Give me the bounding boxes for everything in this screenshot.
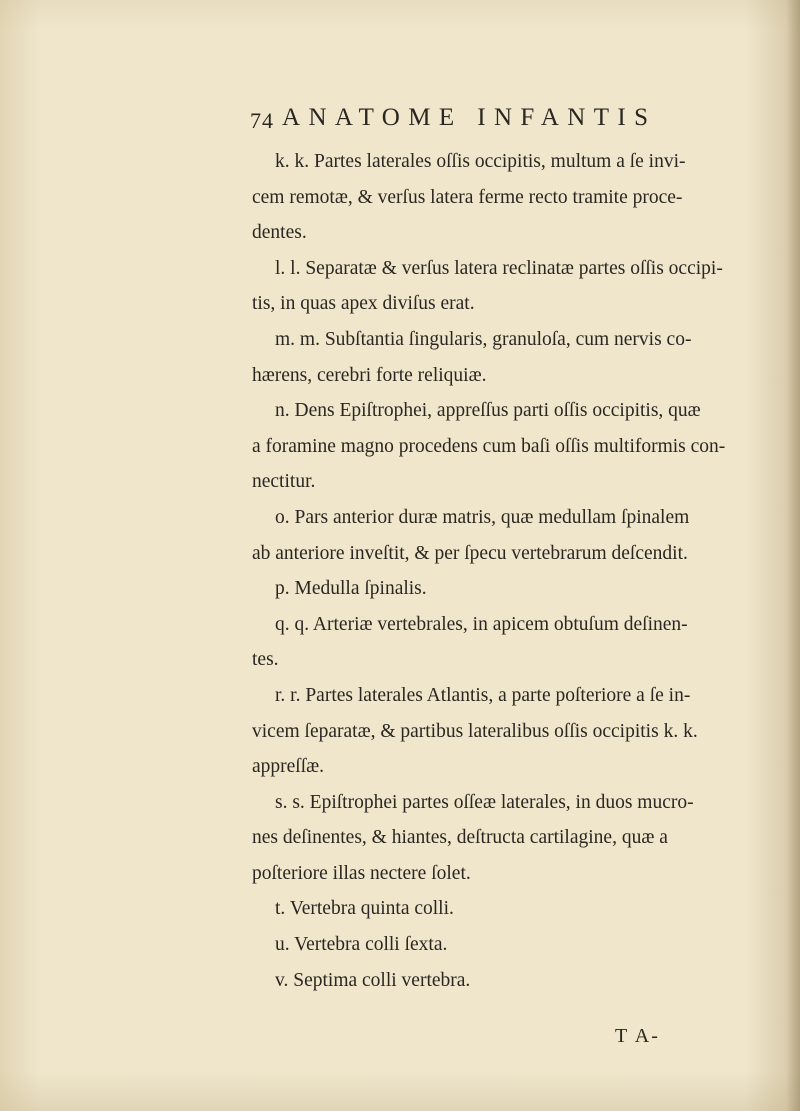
text-line: hærens, cerebri forte reliquiæ. — [252, 364, 487, 386]
text-line: nectitur. — [252, 471, 316, 493]
text-line: ab anteriore inveſtit, & per ſpecu vertebrarum deſcendit. — [252, 542, 688, 564]
text-line: r. r. Partes laterales Atlantis, a parte poſteriore a ſe in- — [275, 684, 691, 706]
text-line: s. s. Epiſtrophei partes oſſeæ laterales, in duos mucro- — [275, 791, 694, 813]
text-line: p. Medulla ſpinalis. — [275, 578, 427, 600]
text-line: a foramine magno procedens cum baſi oſſis multiformis con- — [252, 435, 726, 457]
text-line: nes deſinentes, & hiantes, deſtructa cartilagine, quæ a — [252, 827, 668, 849]
text-line: dentes. — [252, 222, 307, 244]
text-line: tes. — [252, 649, 279, 671]
text-line: vicem ſeparatæ, & partibus lateralibus oſſis occipitis k. k. — [252, 720, 698, 742]
text-line: tis, in quas apex diviſus erat. — [252, 293, 475, 315]
catchword: T A- — [615, 1025, 660, 1047]
text-line: t. Vertebra quinta colli. — [275, 898, 454, 920]
page-header — [0, 100, 800, 140]
body-text — [252, 144, 726, 998]
text-line: o. Pars anterior duræ matris, quæ medullam ſpinalem — [275, 506, 690, 528]
page-edge-shadow — [786, 0, 800, 1111]
text-line: q. q. Arteriæ vertebrales, in apicem obtuſum deſinen- — [275, 613, 688, 635]
text-line: v. Septima colli vertebra. — [275, 969, 471, 991]
text-line: l. l. Separatæ & verſus latera reclinatæ partes oſſis occipi- — [275, 257, 723, 279]
page-number: 74 — [250, 108, 274, 133]
text-line: cem remotæ, & verſus latera ferme recto tramite proce- — [252, 186, 683, 208]
text-line: appreſſæ. — [252, 756, 325, 778]
text-line: m. m. Subſtantia ſingularis, granuloſa, cum nervis co- — [275, 328, 692, 350]
text-line: poſteriore illas nectere ſolet. — [252, 862, 471, 884]
text-line: k. k. Partes laterales oſſis occipitis, multum a ſe invi- — [275, 151, 686, 172]
running-head: ANATOME INFANTIS — [282, 104, 657, 131]
text-line: u. Vertebra colli ſexta. — [275, 934, 448, 956]
text-line: n. Dens Epiſtrophei, appreſſus parti oſſis occipitis, quæ — [275, 400, 701, 422]
